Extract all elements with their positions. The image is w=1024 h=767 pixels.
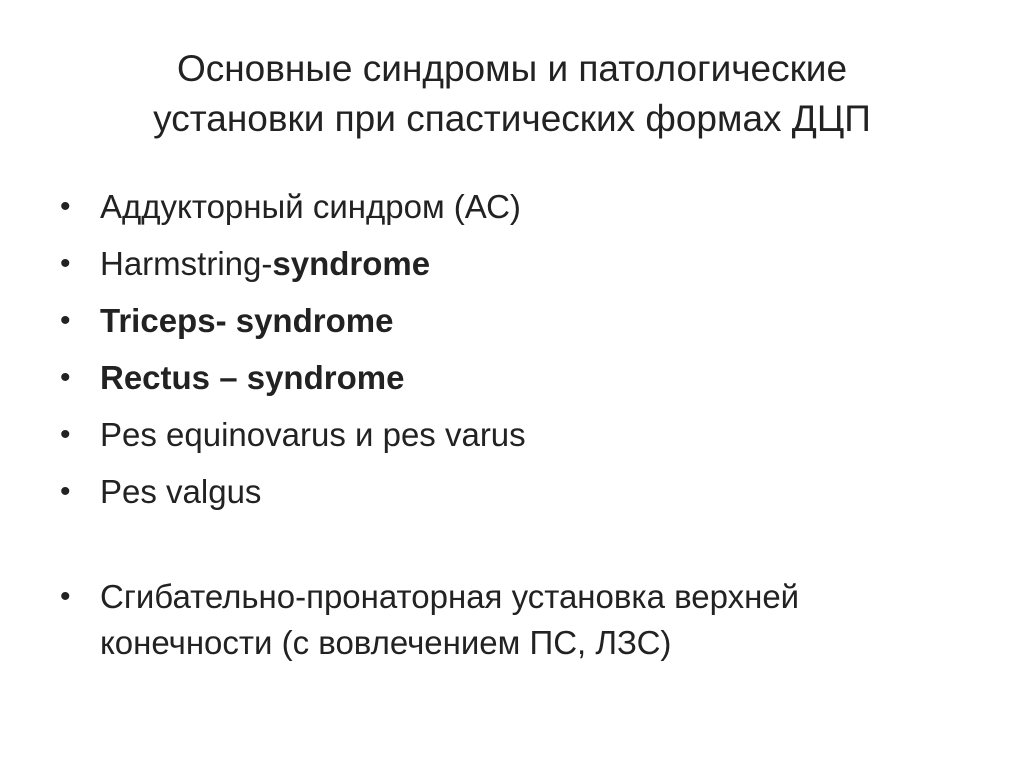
list-item-upper-limb bbox=[60, 574, 980, 666]
list-item-triceps bbox=[60, 292, 980, 349]
item-text-prefix: Harmstring- bbox=[100, 245, 273, 282]
item-text: Pes equinovarus и pes varus bbox=[100, 416, 526, 453]
list-item-rectus bbox=[60, 349, 980, 406]
item-text-line-1: Сгибательно-пронаторная установка верхней bbox=[100, 578, 800, 615]
item-text-bold: syndrome bbox=[272, 245, 431, 282]
bullet-icon: • bbox=[60, 247, 71, 280]
title-line-2: установки при спастических формах ДЦП bbox=[153, 98, 871, 139]
list-item-adductor bbox=[60, 178, 980, 235]
item-text-bold: Rectus – syndrome bbox=[100, 359, 405, 396]
item-text: Аддукторный синдром (АС) bbox=[100, 188, 521, 225]
bullet-icon: • bbox=[60, 304, 71, 337]
bullet-icon: • bbox=[60, 580, 71, 613]
list-item-pes-valgus bbox=[60, 463, 980, 520]
bullet-icon: • bbox=[60, 361, 71, 394]
item-text-line-2: конечности (с вовлечением ПС, ЛЗС) bbox=[100, 624, 672, 661]
list-item-harmstring bbox=[60, 235, 980, 292]
list-item-pes-equinovarus bbox=[60, 406, 980, 463]
bullet-list bbox=[60, 178, 980, 666]
bullet-icon: • bbox=[60, 190, 71, 223]
bullet-icon: • bbox=[60, 418, 71, 451]
item-text-bold: Triceps- syndrome bbox=[100, 302, 394, 339]
bullet-icon: • bbox=[60, 475, 71, 508]
title-line-1: Основные синдромы и патологические bbox=[176, 48, 848, 89]
item-text: Pes valgus bbox=[100, 473, 262, 510]
slide-title bbox=[0, 44, 1024, 144]
